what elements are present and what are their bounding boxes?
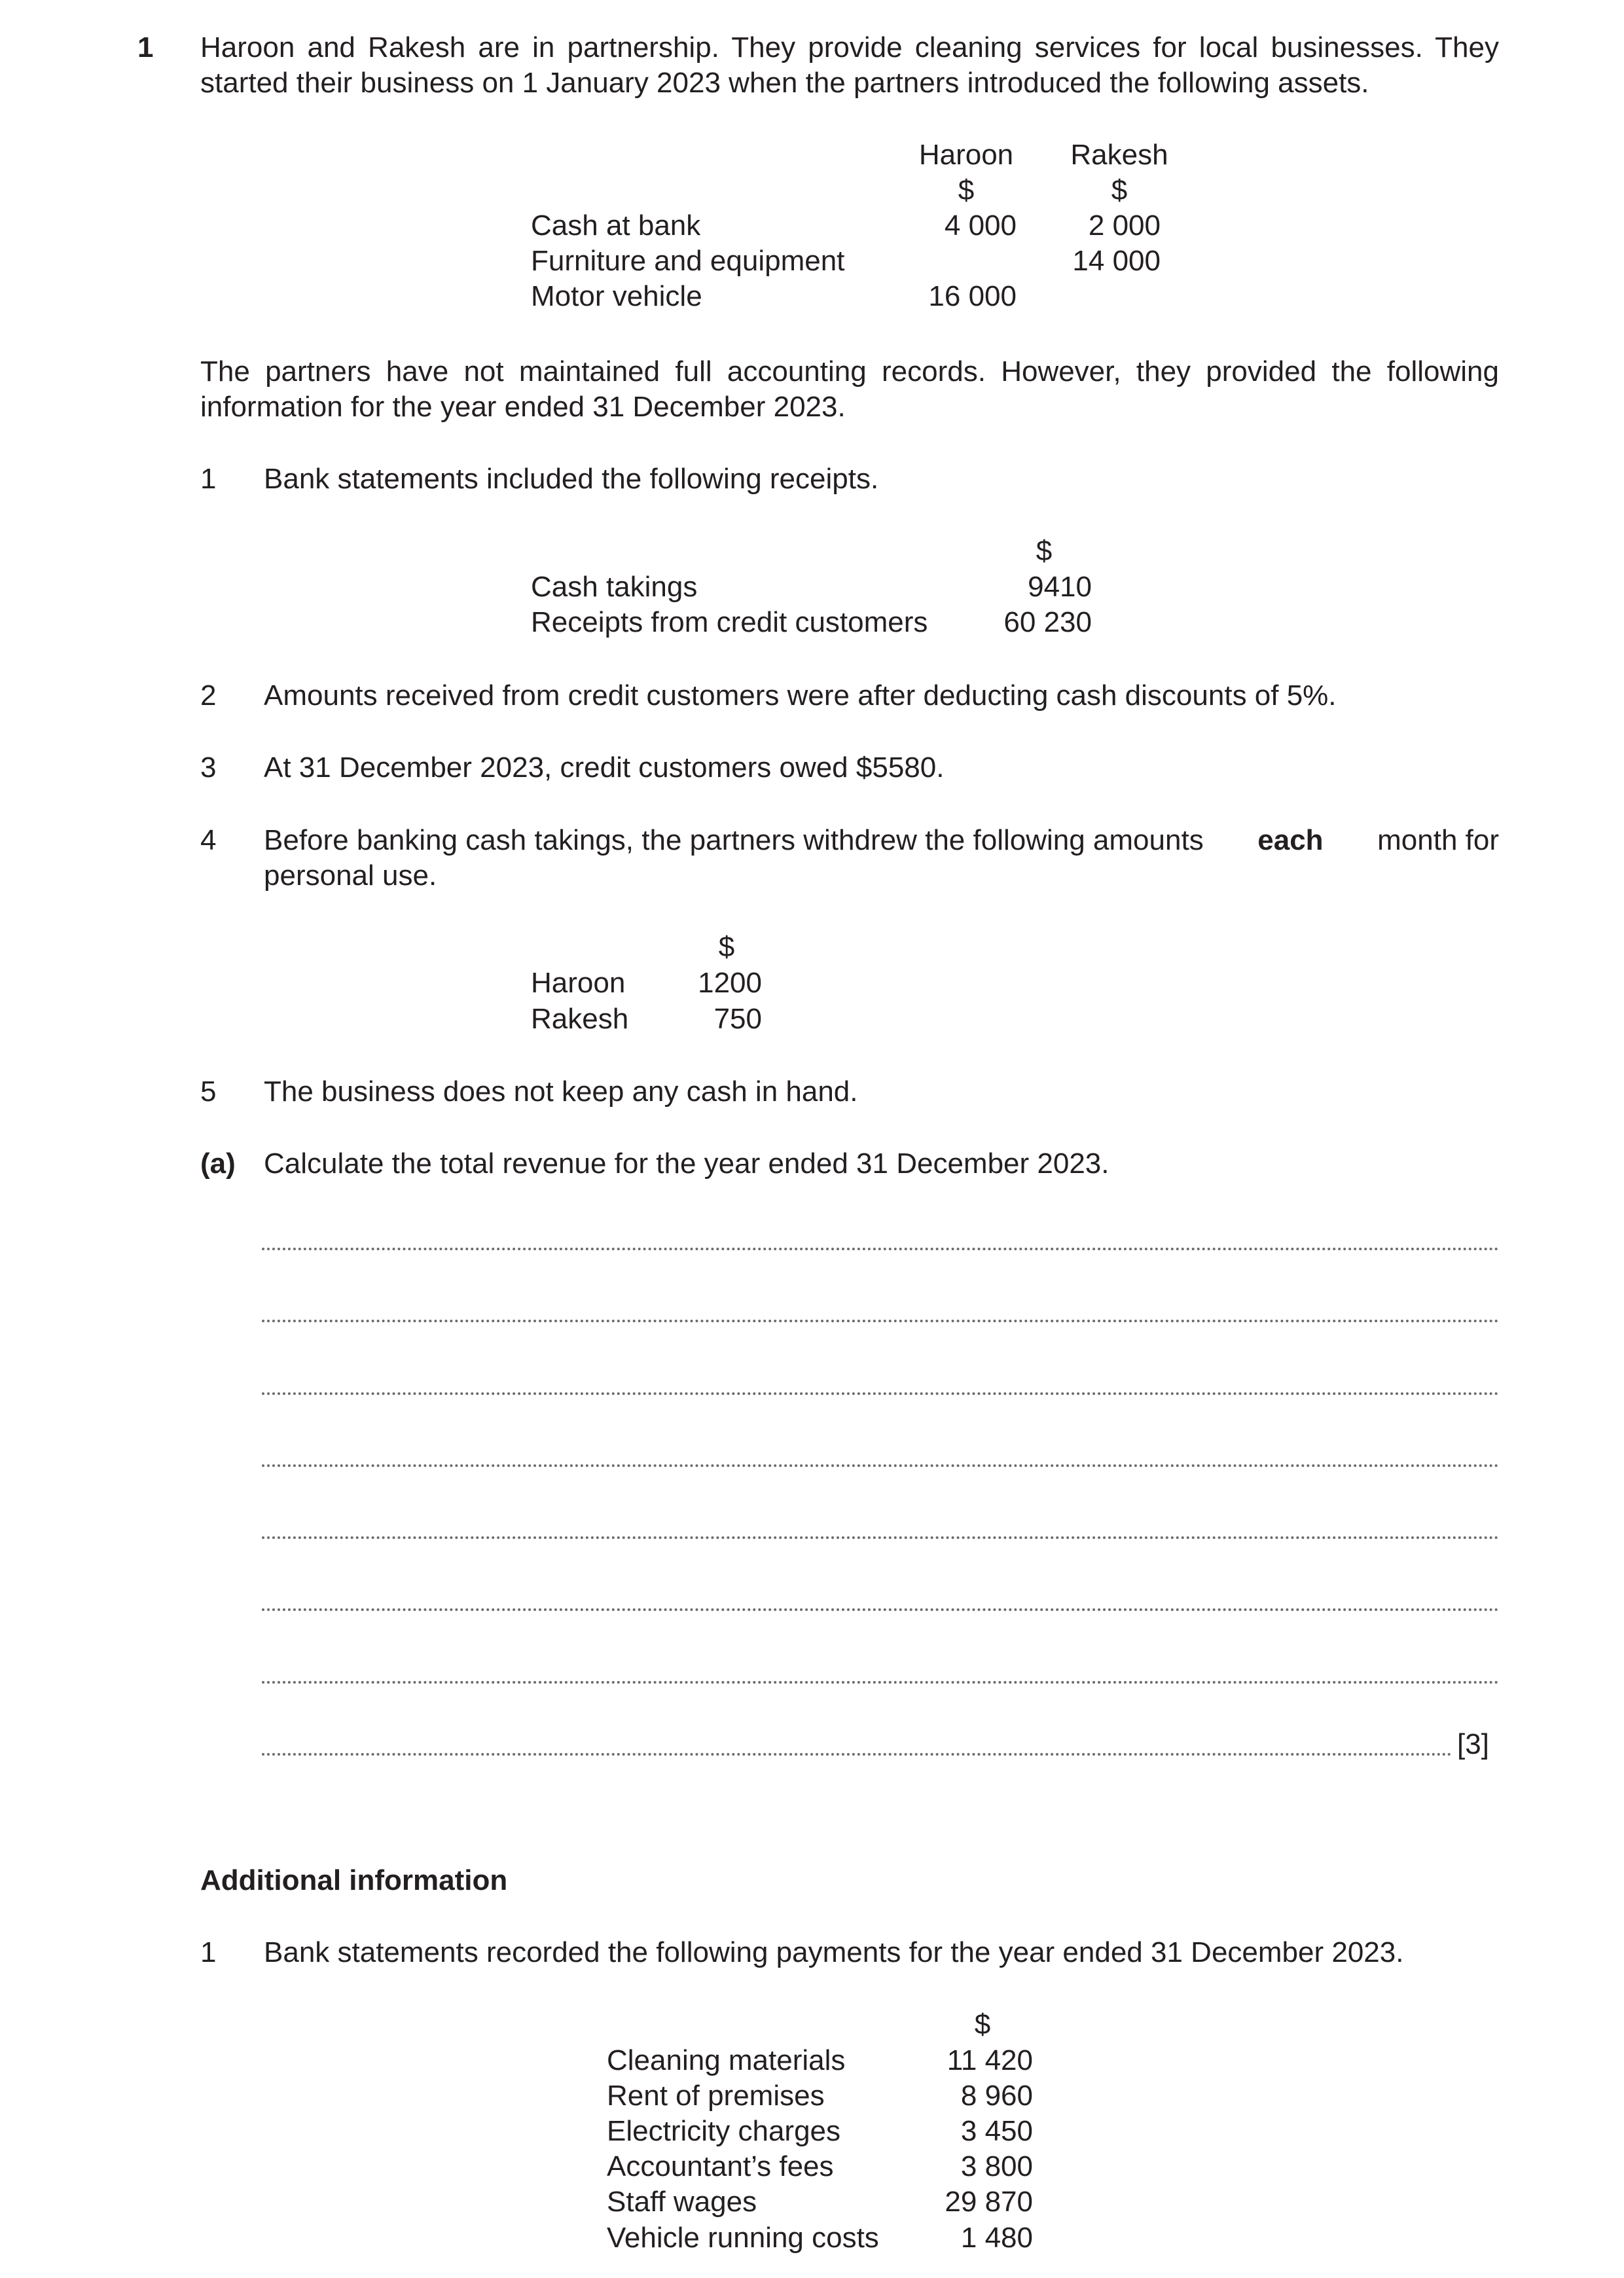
answer-line[interactable] [262, 1681, 1499, 1684]
answer-line[interactable] [262, 1464, 1499, 1467]
records-line-1: The partners have not maintained full accounting records. However, they provided the following [200, 355, 1499, 388]
additional-item-text: Bank statements recorded the following payments for the year ended 31 December 2023. [264, 1936, 1404, 1968]
info-item-text: Amounts received from credit customers were after deducting cash discounts of 5%. [264, 679, 1337, 712]
assets-row-rakesh: 14 000 [1072, 245, 1161, 277]
info-item-text-part: Before banking cash takings, the partners withdrew the following amounts [264, 824, 1204, 856]
assets-currency-haroon: $ [958, 174, 975, 206]
payment-row-value: 1 480 [960, 2222, 1033, 2254]
additional-item-number: 1 [200, 1936, 217, 1968]
payment-row-value: 3 800 [960, 2150, 1033, 2182]
assets-currency-rakesh: $ [1111, 174, 1128, 206]
payment-row-label: Staff wages [607, 2186, 757, 2218]
answer-line[interactable] [262, 1320, 1499, 1322]
receipts-row-value: 9410 [1028, 571, 1092, 603]
intro-line-2: started their business on 1 January 2023 when the partners introduced the following assets. [200, 67, 1369, 99]
info-item-text: The business does not keep any cash in hand. [264, 1076, 858, 1108]
drawings-row-value: 750 [713, 1003, 762, 1035]
answer-line[interactable] [262, 1248, 1499, 1250]
payment-row-label: Accountant’s fees [607, 2150, 834, 2182]
info-item-text-line-2: personal use. [264, 859, 437, 892]
info-item-text-emphasis: each [1257, 824, 1324, 856]
records-line-2: information for the year ended 31 December 2023. [200, 391, 846, 423]
receipts-row-value: 60 230 [1003, 606, 1092, 638]
receipts-row-label: Receipts from credit customers [531, 606, 928, 638]
answer-line[interactable] [262, 1608, 1499, 1611]
info-item-text: Bank statements included the following receipts. [264, 463, 879, 495]
additional-heading: Additional information [200, 1864, 508, 1896]
info-item-number: 3 [200, 751, 217, 784]
info-item-text-part: month for [1377, 824, 1499, 856]
payment-row-value: 3 450 [960, 2115, 1033, 2147]
info-item-text [264, 823, 1499, 858]
answer-line[interactable] [262, 1536, 1499, 1539]
info-item-number: 2 [200, 679, 217, 712]
intro-line-1: Haroon and Rakesh are in partnership. They provide cleaning services for local businesses. They [200, 31, 1499, 63]
info-item-number: 4 [200, 824, 217, 856]
answer-line[interactable] [262, 1753, 1452, 1756]
payment-row-label: Vehicle running costs [607, 2222, 879, 2254]
payments-currency: $ [974, 2008, 991, 2040]
part-a-question: Calculate the total revenue for the year ended 31 December 2023. [264, 1148, 1110, 1180]
payment-row-value: 29 870 [945, 2186, 1033, 2218]
assets-header-rakesh: Rakesh [1070, 139, 1168, 171]
receipts-currency: $ [1036, 535, 1053, 567]
marks-label: [3] [1457, 1728, 1489, 1760]
payment-row-label: Cleaning materials [607, 2044, 846, 2076]
drawings-row-label: Haroon [531, 967, 626, 999]
question-number: 1 [137, 31, 154, 63]
assets-row-haroon: 4 000 [944, 209, 1017, 242]
payment-row-value: 11 420 [947, 2044, 1033, 2076]
assets-row-label: Furniture and equipment [531, 245, 845, 277]
answer-line[interactable] [262, 1392, 1499, 1395]
drawings-currency: $ [718, 931, 735, 963]
drawings-row-value: 1200 [698, 967, 762, 999]
part-a-label: (a) [200, 1148, 236, 1180]
drawings-row-label: Rakesh [531, 1003, 629, 1035]
payment-row-value: 8 960 [960, 2080, 1033, 2112]
info-item-text: At 31 December 2023, credit customers owed $5580. [264, 751, 945, 784]
info-item-number: 5 [200, 1076, 217, 1108]
assets-row-rakesh: 2 000 [1088, 209, 1161, 242]
info-item-number: 1 [200, 463, 217, 495]
assets-row-haroon: 16 000 [928, 280, 1017, 312]
assets-row-label: Motor vehicle [531, 280, 702, 312]
receipts-row-label: Cash takings [531, 571, 698, 603]
assets-row-label: Cash at bank [531, 209, 701, 242]
payment-row-label: Electricity charges [607, 2115, 841, 2147]
assets-header-haroon: Haroon [918, 139, 1014, 171]
payment-row-label: Rent of premises [607, 2080, 825, 2112]
